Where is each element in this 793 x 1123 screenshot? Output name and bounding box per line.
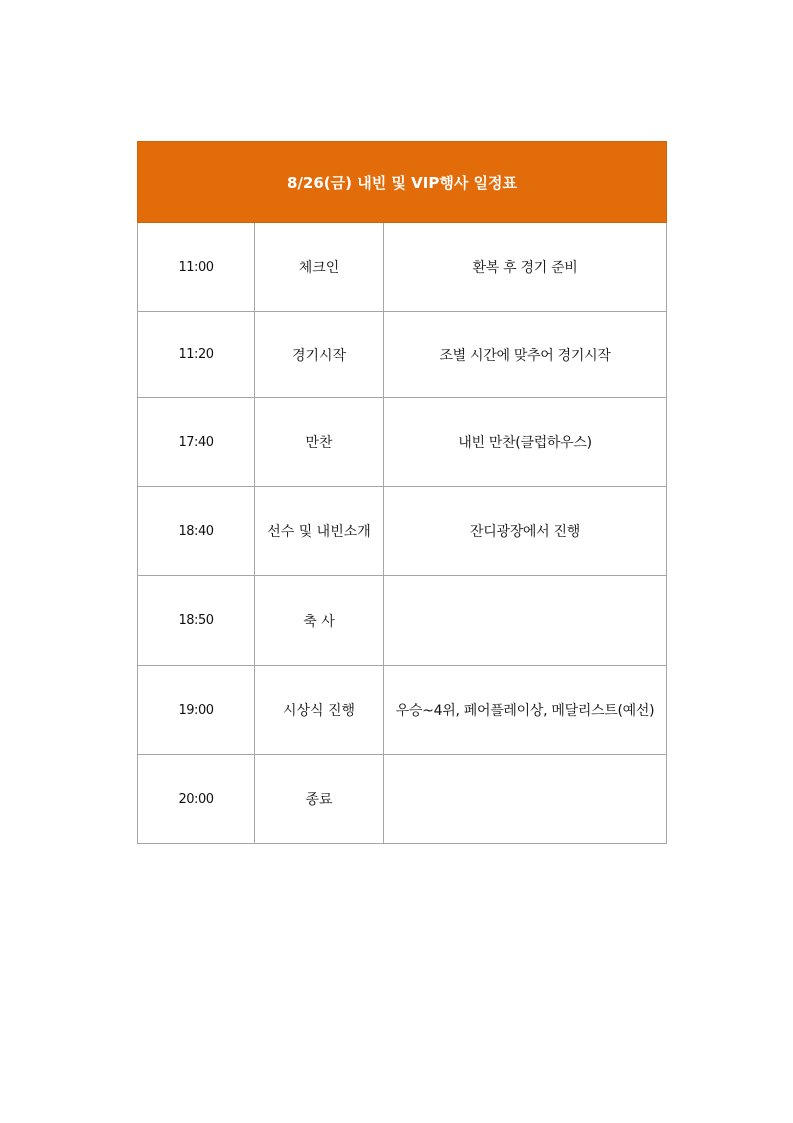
schedule-table [137,141,667,844]
description-cell: 환복 후 경기 준비 [384,223,667,312]
description-cell: 잔디광장에서 진행 [384,487,667,576]
item-cell: 축 사 [255,576,384,666]
item-cell: 선수 및 내빈소개 [255,487,384,576]
time-cell: 19:00 [138,666,255,755]
table-row [138,666,667,755]
table-row [138,223,667,312]
schedule-title-row [138,142,667,223]
schedule-title: 8/26(금) 내빈 및 VIP행사 일정표 [138,142,667,223]
table-row [138,487,667,576]
description-cell [384,755,667,844]
description-cell: 내빈 만찬(클럽하우스) [384,398,667,487]
table-row [138,576,667,666]
time-cell: 11:00 [138,223,255,312]
table-row [138,312,667,398]
item-cell: 시상식 진행 [255,666,384,755]
item-cell: 체크인 [255,223,384,312]
item-cell: 종료 [255,755,384,844]
time-cell: 20:00 [138,755,255,844]
time-cell: 18:40 [138,487,255,576]
description-cell: 조별 시간에 맞추어 경기시작 [384,312,667,398]
table-row [138,398,667,487]
item-cell: 만찬 [255,398,384,487]
table-row [138,755,667,844]
description-cell [384,576,667,666]
time-cell: 18:50 [138,576,255,666]
description-cell: 우승~4위, 페어플레이상, 메달리스트(예선) [384,666,667,755]
time-cell: 17:40 [138,398,255,487]
time-cell: 11:20 [138,312,255,398]
item-cell: 경기시작 [255,312,384,398]
